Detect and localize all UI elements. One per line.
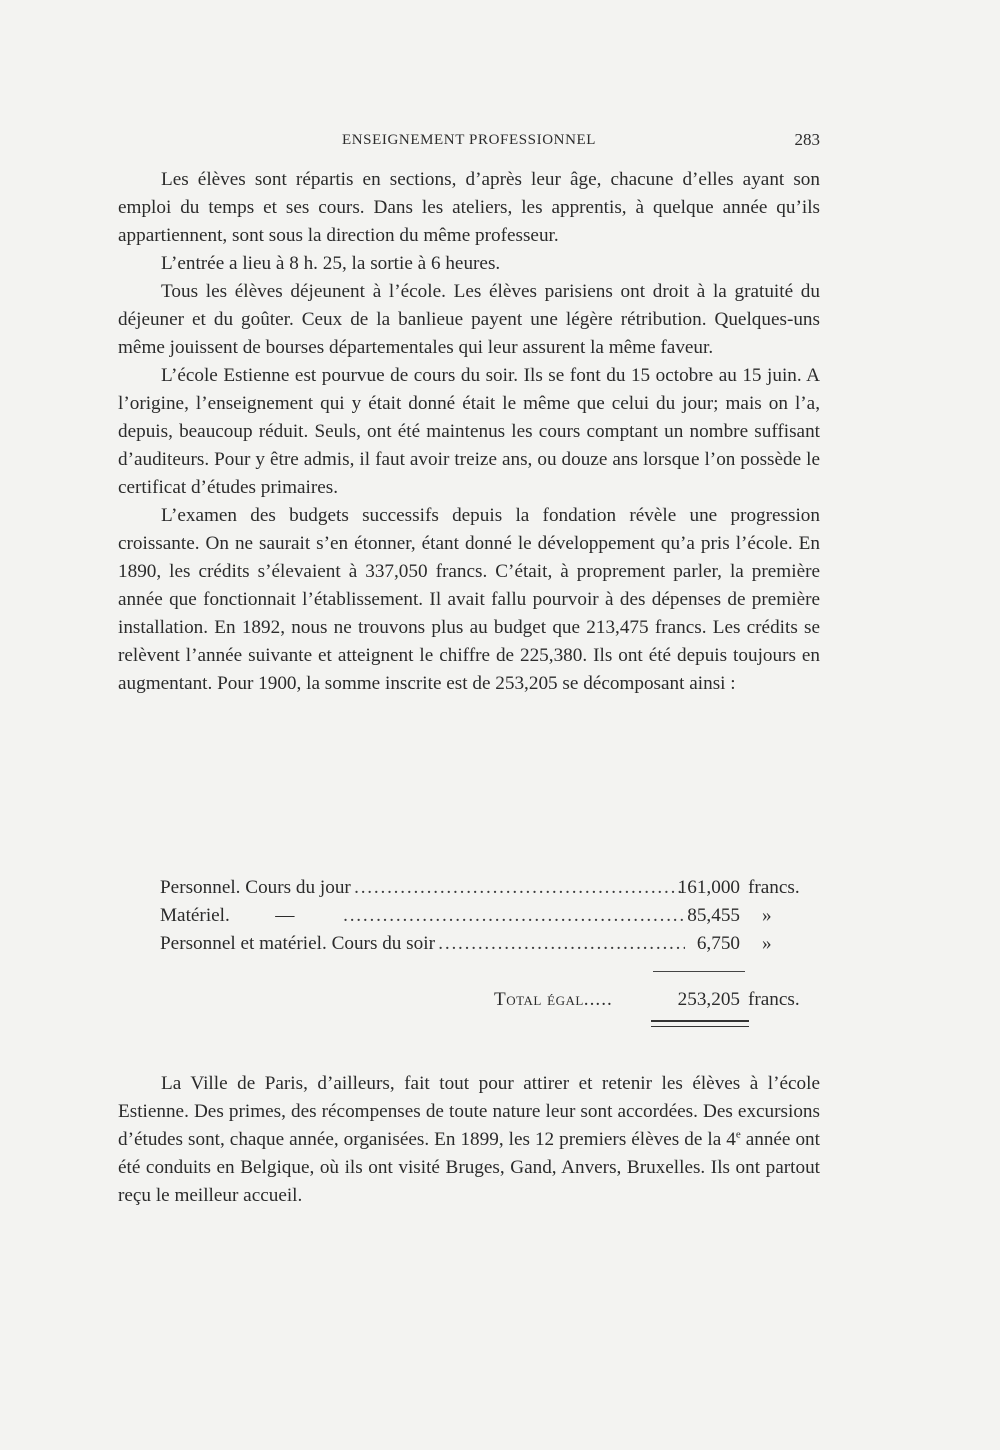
budget-row xyxy=(118,930,820,958)
sum-rule xyxy=(653,971,745,972)
page-header xyxy=(118,130,820,154)
sum-rule-row xyxy=(118,958,820,986)
budget-row-label: Personnel et matériel. Cours du soir . . . xyxy=(160,930,685,958)
budget-row-amount: 85,455 xyxy=(687,905,740,926)
paragraph-evening-courses: L’école Estienne est pourvue de cours du soir. Ils se font du 15 octobre au 15 juin. A l’origine, l’enseignement qui y était donné était le même que celui du jour; mais on l’a, depuis, beaucoup réduit. Seuls, ont été maintenus les cours comptant un nombre suffisant d’auditeurs. Pour y être admis, il faut avoir treize ans, ou douze ans lorsque l’on possède le certificat d’études primaires. xyxy=(118,365,820,498)
page-number: 283 xyxy=(794,130,820,149)
budget-row-amount: 161,000 xyxy=(677,877,740,898)
budget-row xyxy=(118,902,820,930)
double-rule xyxy=(651,1020,749,1027)
ordinal-superscript: e xyxy=(735,1128,741,1141)
paragraph-meals: Tous les élèves déjeunent à l’école. Les élèves parisiens ont droit à la gratuité du déjeuner et du goûter. Ceux de la banlieue payent une légère rétribution. Quelques-uns même jouissent de bourses départementales qui leur assurent la même faveur. xyxy=(118,281,820,358)
paragraph-ville-de-paris: La Ville de Paris, d’ailleurs, fait tout pour attirer et retenir les élèves à l’école Estienne. Des primes, des récompenses de toute nature leur sont accordées. Des excursions d’études sont, chaque année, organisées. En 1899, les 12 premiers élèves de la 4e année ont été conduits en Belgique, où ils ont visité Bruges, Gand, Anvers, Bruxelles. Ils ont partout reçu le meilleur accueil. xyxy=(118,1073,820,1206)
budget-row-amount: 6,750 xyxy=(696,933,740,954)
budget-row-unit: » xyxy=(762,933,772,954)
body-text xyxy=(118,166,820,698)
closing-text xyxy=(118,1070,820,1210)
budget-row xyxy=(118,874,820,902)
total-amount: 253,205 xyxy=(677,989,740,1010)
total-label: Total égal..... xyxy=(494,989,613,1010)
budget-row-label: Personnel. Cours du jour . . . xyxy=(160,874,685,902)
budget-row-label: Matériel. — . . . xyxy=(160,902,685,930)
budget-row-unit: francs. xyxy=(748,877,800,898)
paragraph-budgets: L’examen des budgets successifs depuis la fondation révèle une progression croissante. On ne saurait s’en étonner, étant donné le développement qu’a pris l’école. En 1890, les crédits s’élevaient à 337,050 francs. C’était, à proprement parler, la première année que fonctionnait l’établissement. Il avait fallu pourvoir à des dépenses de première installation. En 1892, nous ne trouvons plus au budget que 213,475 francs. Les crédits se relèvent l’année suivante et atteignent le chiffre de 225,380. Ils ont été depuis toujours en augmentant. Pour 1900, la somme inscrite est de 253,205 se décomposant ainsi : xyxy=(118,505,820,694)
double-rule-row xyxy=(118,1014,820,1034)
total-unit: francs. xyxy=(748,989,800,1010)
budget-table xyxy=(118,874,820,1034)
running-head: ENSEIGNEMENT PROFESSIONNEL xyxy=(341,132,597,148)
paragraph-sections: Les élèves sont répartis en sections, d’après leur âge, chacune d’elles ayant son emploi du temps et ses cours. Dans les ateliers, les apprentis, à quelque année qu’ils appartiennent, sont sous la direction du même professeur. xyxy=(118,169,820,246)
budget-row-unit: » xyxy=(762,905,772,926)
budget-total-row xyxy=(118,986,820,1014)
ditto-dash: — xyxy=(275,905,295,926)
paragraph-hours: L’entrée a lieu à 8 h. 25, la sortie à 6 heures. xyxy=(161,253,501,274)
